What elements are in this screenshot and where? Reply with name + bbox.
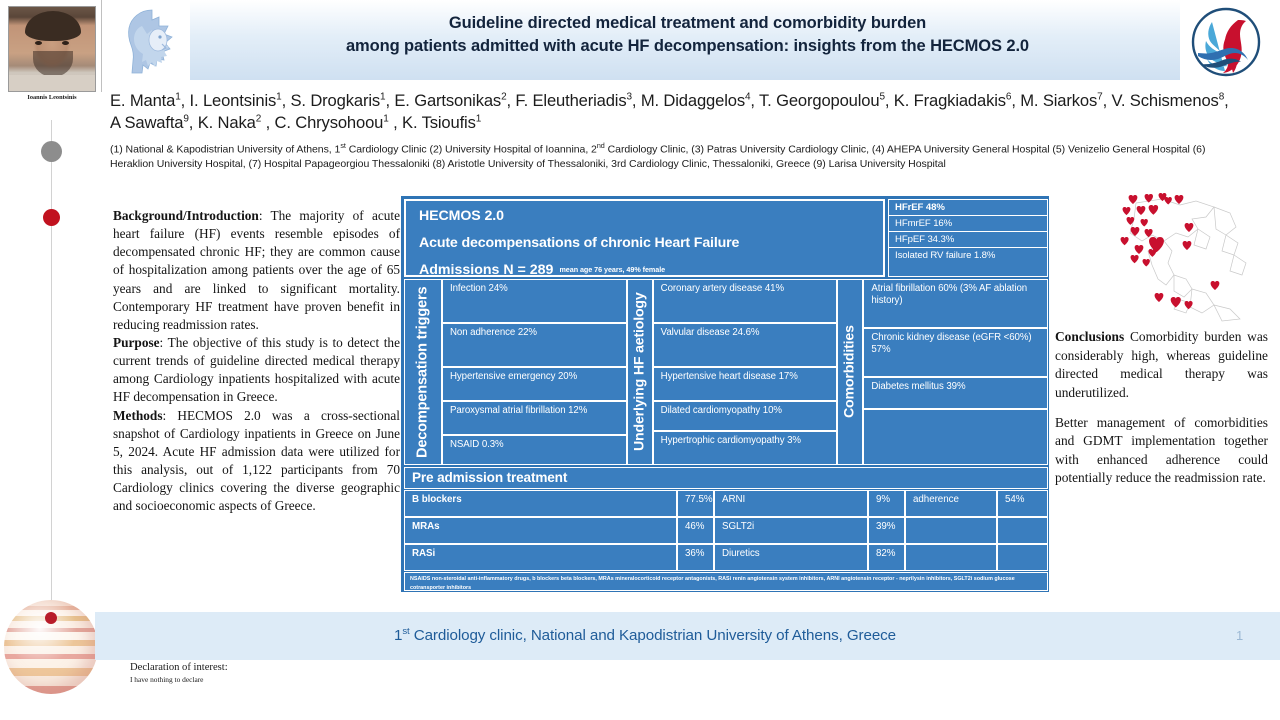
conclusions-paragraph-1 <box>1055 328 1268 403</box>
declaration-of-interest <box>130 662 390 684</box>
drug-name: ARNI <box>714 490 868 517</box>
admissions-note: mean age 76 years, 49% female <box>559 265 666 274</box>
drug-value: 82% <box>868 544 905 571</box>
infographic-header <box>404 199 885 277</box>
adherence-value: 54% <box>997 490 1048 517</box>
presenter-eye-right <box>62 41 69 45</box>
ef-class-hfpef: HFpEF 34.3% <box>889 232 1047 248</box>
pre-admission-treatment-table <box>404 490 1048 571</box>
methods-label: Methods <box>113 407 163 423</box>
affiliations: (1) National & Kapodistrian University of Athens, 1st Cardiology Clinic (2) University Hospital of Ioannina, 2nd Cardiology Clinic, (3) Patras University Cardiology Clinic, (4) AHEPA University General Hospital (5) Venizelio General Hospital (6) Heraklion University Hospital, (7) Hospital Papageorgiou Thessaloniki (8) Aristotle University of Thessaloniki, 3rd Cardiology Clinic, Thessaloniki, Greece (9) Larisa University Hospital <box>110 141 1206 171</box>
declaration-title: Declaration of interest: <box>130 662 228 673</box>
trigger-item: Hypertensive emergency 20% <box>442 367 627 401</box>
table-row <box>404 490 1048 517</box>
conclusions-column <box>1055 328 1268 488</box>
decompensation-triggers-column <box>442 279 627 465</box>
page-title <box>200 12 1175 59</box>
presenter-photo <box>8 6 96 92</box>
ef-class-hfref: HFrEF 48% <box>889 200 1047 216</box>
footer-affiliation: 1st Cardiology clinic, National and Kapodistrian University of Athens, Greece <box>393 626 897 645</box>
aetiology-item: Hypertrophic cardiomyopathy 3% <box>653 431 838 465</box>
comorbidities-label: Comorbidities <box>837 279 863 465</box>
decompensation-triggers-label: Decompensation triggers <box>404 279 442 465</box>
drug-value: 36% <box>677 544 714 571</box>
body-text-column <box>113 207 400 515</box>
drug-value: 39% <box>868 517 905 544</box>
purpose-label: Purpose <box>113 334 160 350</box>
hellenic-cardiological-society-logo <box>1182 4 1270 80</box>
drug-name: RASi <box>404 544 677 571</box>
title-line-1: Guideline directed medical treatment and comorbidity burden <box>448 14 927 32</box>
declaration-text: I have nothing to declare <box>130 675 204 684</box>
aetiology-item: Dilated cardiomyopathy 10% <box>653 401 838 431</box>
methods-text: : HECMOS 2.0 was a cross-sectional snapshot of Cardiology inpatients in Greece on June 5, 2024. Acute HF admission data were utilized for this analysis, out of 1,122 participants from 70 Cardiology clinics covering the diverse geographic and socioeconomic aspects of Greece. <box>113 407 400 514</box>
aetiology-item: Valvular disease 24.6% <box>653 323 838 367</box>
timeline-dot-red <box>43 209 60 226</box>
methods-paragraph <box>113 407 400 516</box>
greece-map-with-heart-markers <box>1118 193 1280 325</box>
purpose-paragraph <box>113 334 400 407</box>
conclusions-paragraph-2: Better management of comorbidities and GDMT implementation together with enhanced adherence could potentially reduce the readmission rate. <box>1055 414 1268 486</box>
underlying-hf-aetiology-column <box>653 279 838 465</box>
drug-name: Diuretics <box>714 544 868 571</box>
background-label: Background/Introduction <box>113 208 259 223</box>
ef-class-list <box>888 199 1048 277</box>
header-divider <box>101 0 102 92</box>
empty-cell <box>997 517 1048 544</box>
aetiology-item: Coronary artery disease 41% <box>653 279 838 323</box>
admissions-count <box>419 262 883 278</box>
author-list: E. Manta$^1$, I. Leontsinis$^1$, S. Drogkaris$^1$, E. Gartsonikas$^2$, F. Eleutheriadis$^3$, M. Didaggelos$^4$, T. Georgopoulou$^5$, K. Fragkiadakis$^6$, M. Siarkos$^7$, V. Schismenos$^8$, A Sawafta$^9$, K. Naka$^2$ , C. Chrysohoou$^1$ , K. Tsioufis$^1$ <box>110 91 1229 132</box>
infographic-middle-section <box>404 279 1048 465</box>
trigger-item: Non adherence 22% <box>442 323 627 367</box>
aetiology-item: Hypertensive heart disease 17% <box>653 367 838 401</box>
comorbidity-item: Diabetes mellitus 39% <box>863 377 1048 409</box>
timeline-rail <box>51 120 52 610</box>
abbreviations-note: NSAIDS non-steroidal anti-inflammatory drugs, b blockers beta blockers, MRAs mineralocorticoid receptor antagonists, RASi renin angiotensin system inhibitors, ARNI angiotensin receptor - neprilysin inhibitors, SGLT2i sodium glucose cotransporter inhibitors <box>404 572 1048 591</box>
background-paragraph <box>113 207 400 334</box>
table-row <box>404 544 1048 571</box>
empty-cell <box>905 517 997 544</box>
drug-value: 46% <box>677 517 714 544</box>
conclusions-label: Conclusions <box>1055 329 1125 344</box>
empty-cell <box>905 544 997 571</box>
comorbidities-column <box>863 279 1048 465</box>
page-number: 1 <box>1236 628 1244 643</box>
admissions-label: Admissions N = 289 <box>419 262 554 278</box>
athena-head-logo <box>112 6 184 78</box>
ef-class-isolated-rv: Isolated RV failure 1.8% <box>895 250 996 261</box>
adherence-label: adherence <box>905 490 997 517</box>
pre-admission-treatment-title: Pre admission treatment <box>404 467 1048 489</box>
presenter-shirt <box>9 75 95 91</box>
presenter-eye-left <box>35 41 42 45</box>
table-row <box>404 517 1048 544</box>
drug-name: B blockers <box>404 490 677 517</box>
purpose-text: : The objective of this study is to detect the current trends of guideline directed medical therapy among Cardiology inpatients hospitalized with acute HF decompensation in Greece. <box>113 334 400 405</box>
comorbidity-item: Chronic kidney disease (eGFR <60%) 57% <box>863 328 1048 377</box>
trigger-item: NSAID 0.3% <box>442 435 627 465</box>
planet-marker-dot <box>45 612 57 624</box>
drug-value: 77.5% <box>677 490 714 517</box>
ef-class-hfmref: HFmrEF 16% <box>889 216 1047 232</box>
study-name: HECMOS 2.0 <box>419 208 504 224</box>
underlying-hf-aetiology-label: Underlying HF aetiology <box>627 279 653 465</box>
title-line-2: among patients admitted with acute HF decompensation: insights from the HECMOS 2.0 <box>345 37 1030 56</box>
presenter-name-caption: Ioannis Leontsinis <box>27 94 77 101</box>
conclusions-text-1: Comorbidity burden was considerably high, whereas guideline directed medical therapy was underutilized. <box>1055 329 1268 400</box>
timeline-dot-grey <box>41 141 62 162</box>
comorbidity-item-empty <box>863 409 1048 465</box>
hecmos-infographic <box>401 196 1049 592</box>
drug-name: MRAs <box>404 517 677 544</box>
drug-name: SGLT2i <box>714 517 868 544</box>
background-text: : The majority of acute heart failure (HF) events resemble episodes of decompensated chronic HF; they are common cause of hospitalization among patients over the age of 65 years and are linked to significant mortality. Contemporary HF treatment have proven benefit in reducing readmission rates. <box>113 208 400 332</box>
empty-cell <box>997 544 1048 571</box>
study-subtitle: Acute decompensations of chronic Heart Failure <box>419 235 740 251</box>
trigger-item: Infection 24% <box>442 279 627 323</box>
trigger-item: Paroxysmal atrial fibrillation 12% <box>442 401 627 435</box>
comorbidity-item: Atrial fibrillation 60% (3% AF ablation history) <box>863 279 1048 328</box>
drug-value: 9% <box>868 490 905 517</box>
